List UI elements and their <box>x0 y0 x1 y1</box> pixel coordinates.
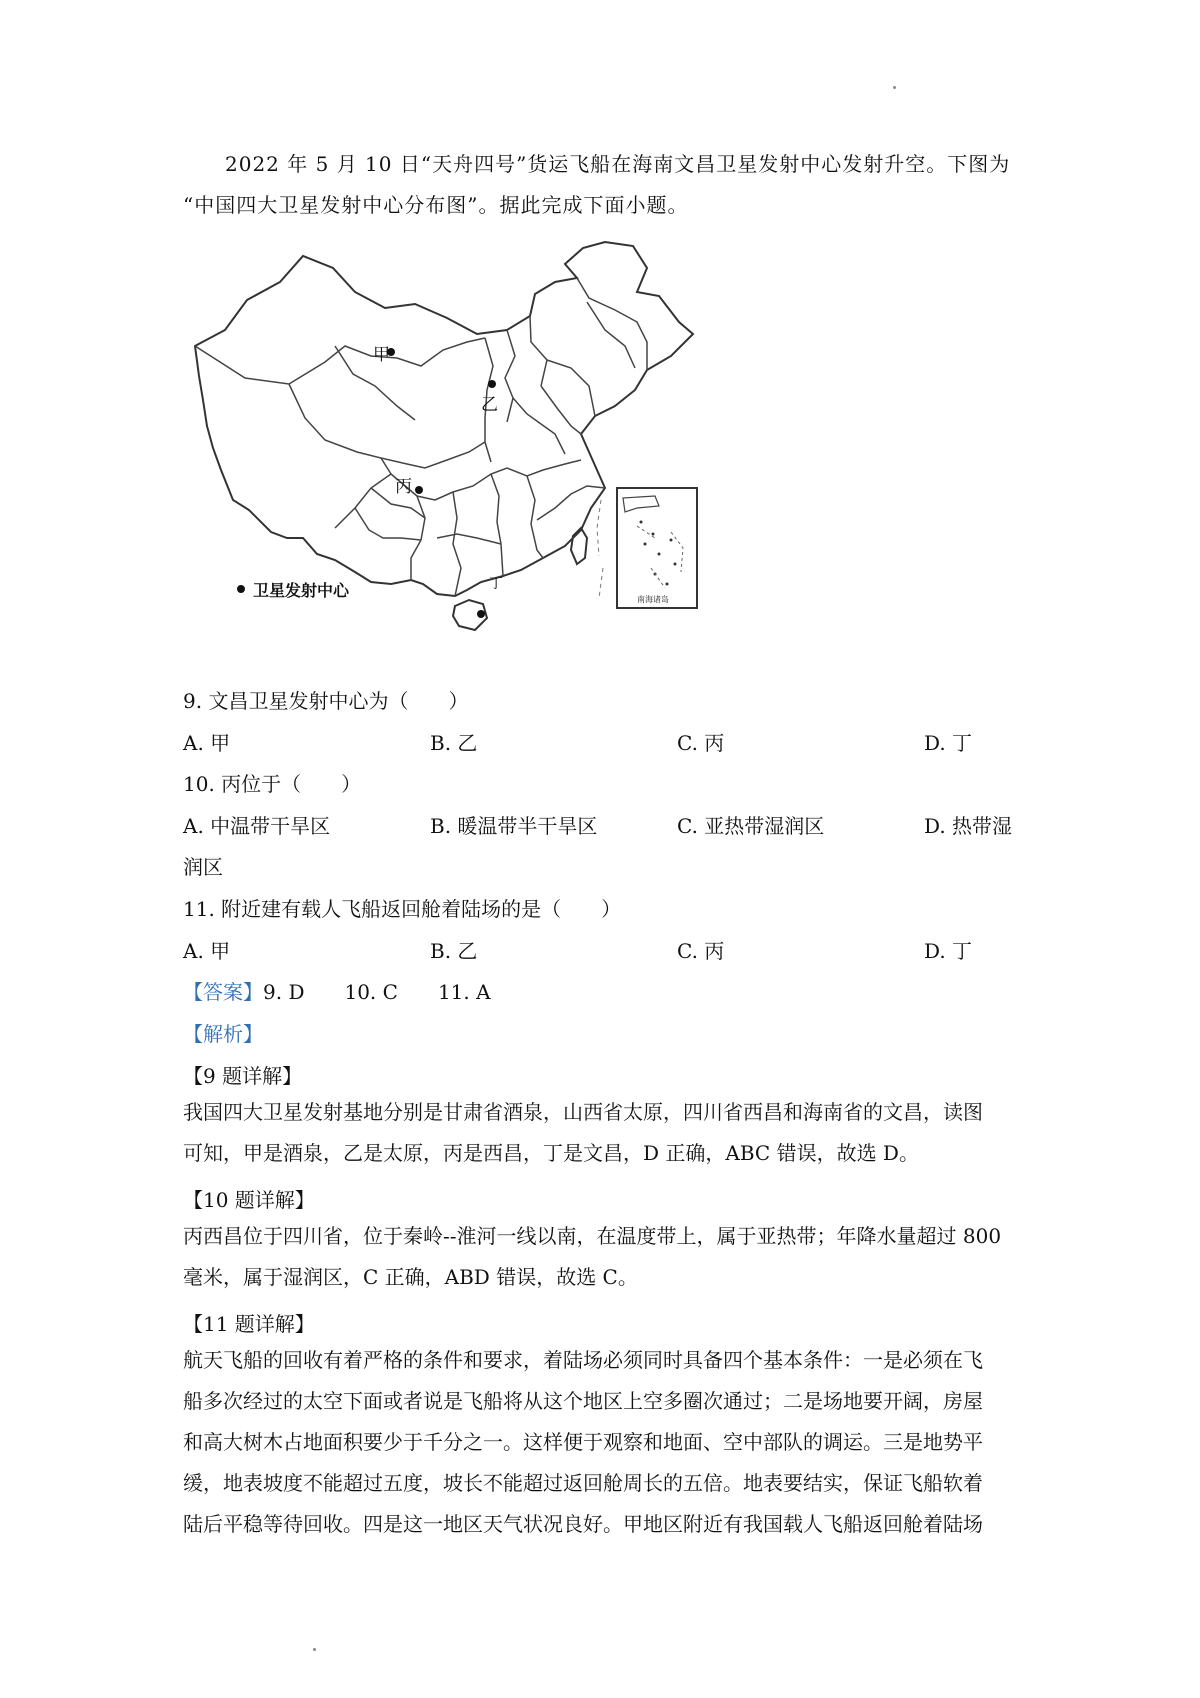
label-jia: 甲 <box>373 345 390 365</box>
intro-paragraph <box>183 144 1023 226</box>
q10-stem: 10. 丙位于（ ） <box>183 772 362 796</box>
q9-option-a[interactable]: A. 甲 <box>183 731 231 755</box>
q10-option-c[interactable]: C. 亚热带湿润区 <box>677 814 825 838</box>
answer-9: 9. D <box>263 980 305 1004</box>
detail9-body <box>183 1092 1028 1174</box>
detail11-line: 船多次经过的太空下面或者说是飞船将从这个地区上空多圈次通过；二是场地要开阔，房屋 <box>183 1389 983 1413</box>
detail11-heading: 【11 题详解】 <box>183 1312 315 1336</box>
detail9-line: 我国四大卫星发射基地分别是甘肃省酒泉，山西省太原，四川省西昌和海南省的文昌，读图 <box>183 1100 983 1124</box>
q11-option-a[interactable]: A. 甲 <box>183 939 231 963</box>
inset-label: 南海诸岛 <box>637 595 669 604</box>
detail10-heading: 【10 题详解】 <box>183 1188 315 1212</box>
intro-line-2: “中国四大卫星发射中心分布图”。据此完成下面小题。 <box>183 193 689 217</box>
q11-option-c[interactable]: C. 丙 <box>677 939 725 963</box>
intro-line-1: 2022 年 5 月 10 日“天舟四号”货运飞船在海南文昌卫星发射中心发射升空。下图为 <box>225 152 1011 176</box>
detail11-line: 航天飞船的回收有着严格的条件和要求，着陆场必须同时具备四个基本条件：一是必须在飞 <box>183 1348 983 1372</box>
china-outline <box>195 242 693 596</box>
q9-stem: 9. 文昌卫星发射中心为（ ） <box>183 689 469 713</box>
detail9-heading: 【9 题详解】 <box>183 1064 303 1088</box>
q11-stem: 11. 附近建有载人飞船返回舱着陆场的是（ ） <box>183 897 622 921</box>
q10-option-a[interactable]: A. 中温带干旱区 <box>183 814 331 838</box>
detail11-line: 和高大树木占地面积要少于千分之一。这样便于观察和地面、空中部队的调运。三是地势平 <box>183 1430 983 1454</box>
label-bing: 丙 <box>395 477 412 497</box>
answer-11: 11. A <box>437 980 491 1004</box>
province-borders <box>195 278 647 596</box>
q9-option-b[interactable]: B. 乙 <box>430 731 478 755</box>
detail11-line: 陆后平稳等待回收。四是这一地区天气状况良好。甲地区附近有我国载人飞船返回舱着陆场 <box>183 1512 983 1536</box>
scan-speck <box>313 1648 316 1651</box>
label-yi: 乙 <box>481 395 498 415</box>
china-satellite-launch-map <box>185 238 775 668</box>
q11-option-d[interactable]: D. 丁 <box>924 939 973 963</box>
analysis-tag: 【解析】 <box>183 1022 263 1046</box>
launch-center-ding <box>477 610 485 618</box>
launch-center-bing <box>415 486 423 494</box>
answer-10: 10. C <box>344 980 398 1004</box>
q10-option-b[interactable]: B. 暖温带半干旱区 <box>430 814 598 838</box>
answer-line <box>183 976 491 1005</box>
detail10-body <box>183 1216 1028 1298</box>
detail11-body <box>183 1340 1028 1545</box>
q9-option-d[interactable]: D. 丁 <box>924 731 973 755</box>
detail9-line: 可知，甲是酒泉，乙是太原，丙是西昌，丁是文昌，D 正确，ABC 错误，故选 D。 <box>183 1141 919 1165</box>
legend-label: 卫星发射中心 <box>253 581 350 600</box>
answer-tag: 【答案】 <box>183 980 263 1004</box>
q9-option-c[interactable]: C. 丙 <box>677 731 725 755</box>
detail10-line: 毫米，属于湿润区，C 正确，ABD 错误，故选 C。 <box>183 1265 638 1289</box>
launch-center-yi <box>488 380 496 388</box>
detail10-line: 丙西昌位于四川省，位于秦岭--淮河一线以南，在温度带上，属于亚热带；年降水量超过 800 <box>183 1224 1002 1248</box>
scan-speck <box>893 86 896 89</box>
q11-option-b[interactable]: B. 乙 <box>430 939 478 963</box>
legend-dot <box>237 585 245 593</box>
detail11-line: 缓，地表坡度不能超过五度，坡长不能超过返回舱周长的五倍。地表要结实，保证飞船软着 <box>183 1471 983 1495</box>
q10-option-d-wrap: 润区 <box>183 855 223 879</box>
q10-option-d[interactable]: D. 热带湿 <box>924 814 1013 838</box>
label-ding: 丁 <box>489 576 503 592</box>
